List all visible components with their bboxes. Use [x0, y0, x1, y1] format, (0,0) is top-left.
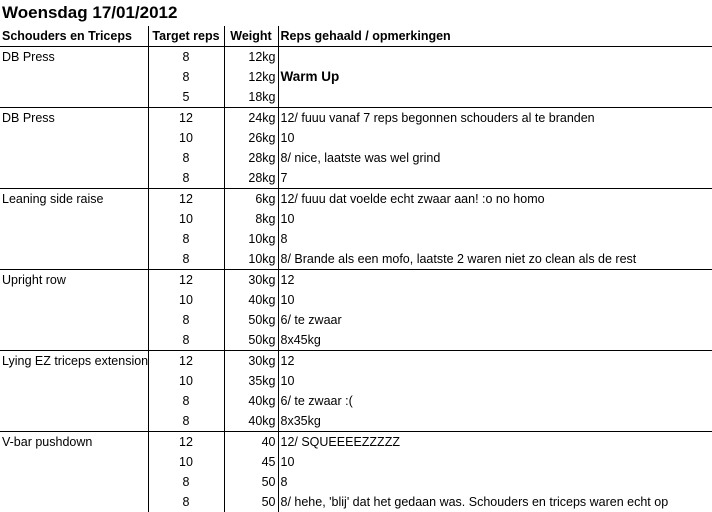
- weight-cell[interactable]: 50: [224, 472, 278, 492]
- weight-cell[interactable]: 40kg: [224, 411, 278, 432]
- table-row: [0, 371, 712, 391]
- table-row: [0, 209, 712, 229]
- notes-cell[interactable]: 8: [278, 229, 712, 249]
- exercise-cell[interactable]: [0, 371, 148, 391]
- table-row: [0, 492, 712, 512]
- target-reps-cell[interactable]: 5: [148, 87, 224, 108]
- notes-cell[interactable]: 12: [278, 351, 712, 372]
- exercise-cell[interactable]: [0, 229, 148, 249]
- table-row: [0, 351, 712, 372]
- exercise-cell[interactable]: DB Press: [0, 108, 148, 129]
- weight-cell[interactable]: 8kg: [224, 209, 278, 229]
- table-row: [0, 472, 712, 492]
- target-reps-cell[interactable]: 8: [148, 310, 224, 330]
- weight-cell[interactable]: 6kg: [224, 189, 278, 210]
- notes-cell[interactable]: 10: [278, 128, 712, 148]
- exercise-cell[interactable]: [0, 290, 148, 310]
- table-row: [0, 108, 712, 129]
- table-row: [0, 168, 712, 189]
- weight-cell[interactable]: 30kg: [224, 351, 278, 372]
- workout-table: [0, 26, 712, 512]
- sheet-title: Woensdag 17/01/2012: [2, 3, 178, 22]
- exercise-cell[interactable]: V-bar pushdown: [0, 432, 148, 453]
- notes-cell[interactable]: 7: [278, 168, 712, 189]
- weight-cell[interactable]: 12kg: [224, 67, 278, 87]
- weight-cell[interactable]: 12kg: [224, 47, 278, 68]
- target-reps-cell[interactable]: 8: [148, 330, 224, 351]
- table-row: [0, 310, 712, 330]
- notes-cell[interactable]: 12: [278, 270, 712, 291]
- weight-cell[interactable]: 28kg: [224, 148, 278, 168]
- notes-cell[interactable]: [278, 87, 712, 108]
- table-row: [0, 229, 712, 249]
- target-reps-cell[interactable]: 10: [148, 452, 224, 472]
- notes-cell[interactable]: 12/ fuuu dat voelde echt zwaar aan! :o no homo: [278, 189, 712, 210]
- target-reps-cell[interactable]: 8: [148, 249, 224, 270]
- table-row: [0, 290, 712, 310]
- weight-cell[interactable]: 50kg: [224, 310, 278, 330]
- exercise-cell[interactable]: [0, 148, 148, 168]
- weight-cell[interactable]: 45: [224, 452, 278, 472]
- table-row: [0, 249, 712, 270]
- notes-cell[interactable]: 8x35kg: [278, 411, 712, 432]
- target-reps-cell[interactable]: 8: [148, 472, 224, 492]
- header-row: [0, 26, 712, 47]
- notes-cell[interactable]: 12/ fuuu vanaf 7 reps begonnen schouders al te branden: [278, 108, 712, 129]
- target-reps-cell[interactable]: 8: [148, 411, 224, 432]
- notes-cell[interactable]: 10: [278, 371, 712, 391]
- table-row: [0, 330, 712, 351]
- notes-cell[interactable]: 10: [278, 452, 712, 472]
- notes-cell[interactable]: 8/ Brande als een mofo, laatste 2 waren niet zo clean als de rest: [278, 249, 712, 270]
- weight-cell[interactable]: 24kg: [224, 108, 278, 129]
- notes-cell[interactable]: Warm Up: [278, 67, 712, 87]
- weight-cell[interactable]: 30kg: [224, 270, 278, 291]
- exercise-cell[interactable]: [0, 168, 148, 189]
- notes-cell[interactable]: 8x45kg: [278, 330, 712, 351]
- target-reps-cell[interactable]: 10: [148, 128, 224, 148]
- notes-cell[interactable]: 10: [278, 290, 712, 310]
- table-row: [0, 47, 712, 68]
- notes-cell[interactable]: 8/ nice, laatste was wel grind: [278, 148, 712, 168]
- table-row: [0, 270, 712, 291]
- exercise-cell[interactable]: [0, 67, 148, 87]
- target-reps-cell[interactable]: 8: [148, 168, 224, 189]
- exercise-cell[interactable]: [0, 249, 148, 270]
- weight-cell[interactable]: 40kg: [224, 391, 278, 411]
- weight-cell[interactable]: 26kg: [224, 128, 278, 148]
- notes-cell[interactable]: [278, 47, 712, 68]
- target-reps-cell[interactable]: 8: [148, 492, 224, 512]
- exercise-cell[interactable]: [0, 492, 148, 512]
- notes-cell[interactable]: 12/ SQUEEEEZZZZZ: [278, 432, 712, 453]
- table-row: [0, 432, 712, 453]
- weight-cell[interactable]: 40kg: [224, 290, 278, 310]
- weight-cell[interactable]: 40: [224, 432, 278, 453]
- exercise-cell[interactable]: [0, 452, 148, 472]
- target-reps-cell[interactable]: 8: [148, 148, 224, 168]
- exercise-cell[interactable]: Upright row: [0, 270, 148, 291]
- exercise-cell[interactable]: Leaning side raise: [0, 189, 148, 210]
- table-row: [0, 87, 712, 108]
- table-row: [0, 452, 712, 472]
- target-reps-cell[interactable]: 8: [148, 229, 224, 249]
- weight-cell[interactable]: 10kg: [224, 229, 278, 249]
- target-reps-cell[interactable]: 10: [148, 209, 224, 229]
- target-reps-cell[interactable]: 10: [148, 371, 224, 391]
- exercise-cell[interactable]: [0, 209, 148, 229]
- target-reps-cell[interactable]: 8: [148, 391, 224, 411]
- target-reps-cell[interactable]: 12: [148, 108, 224, 129]
- table-row: [0, 391, 712, 411]
- notes-cell[interactable]: 8: [278, 472, 712, 492]
- notes-cell[interactable]: 6/ te zwaar: [278, 310, 712, 330]
- weight-cell[interactable]: 18kg: [224, 87, 278, 108]
- target-reps-cell[interactable]: 10: [148, 290, 224, 310]
- table-row: [0, 411, 712, 432]
- header-weight: Weight: [224, 26, 278, 47]
- header-notes: Reps gehaald / opmerkingen: [278, 26, 712, 47]
- weight-cell[interactable]: 28kg: [224, 168, 278, 189]
- notes-cell[interactable]: 8/ hehe, 'blij' dat het gedaan was. Schouders en triceps waren echt op: [278, 492, 712, 512]
- exercise-cell[interactable]: [0, 128, 148, 148]
- target-reps-cell[interactable]: 8: [148, 47, 224, 68]
- exercise-cell[interactable]: [0, 472, 148, 492]
- weight-cell[interactable]: 50: [224, 492, 278, 512]
- target-reps-cell[interactable]: 12: [148, 432, 224, 453]
- exercise-cell[interactable]: [0, 310, 148, 330]
- weight-cell[interactable]: 35kg: [224, 371, 278, 391]
- target-reps-cell[interactable]: 8: [148, 67, 224, 87]
- table-row: [0, 189, 712, 210]
- exercise-cell[interactable]: DB Press: [2, 50, 55, 64]
- exercise-cell[interactable]: [0, 330, 148, 351]
- exercise-cell[interactable]: [0, 411, 148, 432]
- exercise-cell[interactable]: Lying EZ triceps extension: [0, 351, 148, 372]
- header-target-reps: Target reps: [148, 26, 224, 47]
- header-exercise: Schouders en Triceps: [0, 26, 148, 47]
- weight-cell[interactable]: 50kg: [224, 330, 278, 351]
- table-row: [0, 67, 712, 87]
- notes-cell[interactable]: 10: [278, 209, 712, 229]
- table-row: [0, 128, 712, 148]
- weight-cell[interactable]: 10kg: [224, 249, 278, 270]
- exercise-cell[interactable]: [0, 391, 148, 411]
- notes-cell[interactable]: 6/ te zwaar :(: [278, 391, 712, 411]
- target-reps-cell[interactable]: 12: [148, 270, 224, 291]
- target-reps-cell[interactable]: 12: [148, 189, 224, 210]
- target-reps-cell[interactable]: 12: [148, 351, 224, 372]
- exercise-cell[interactable]: [0, 87, 148, 108]
- table-row: [0, 148, 712, 168]
